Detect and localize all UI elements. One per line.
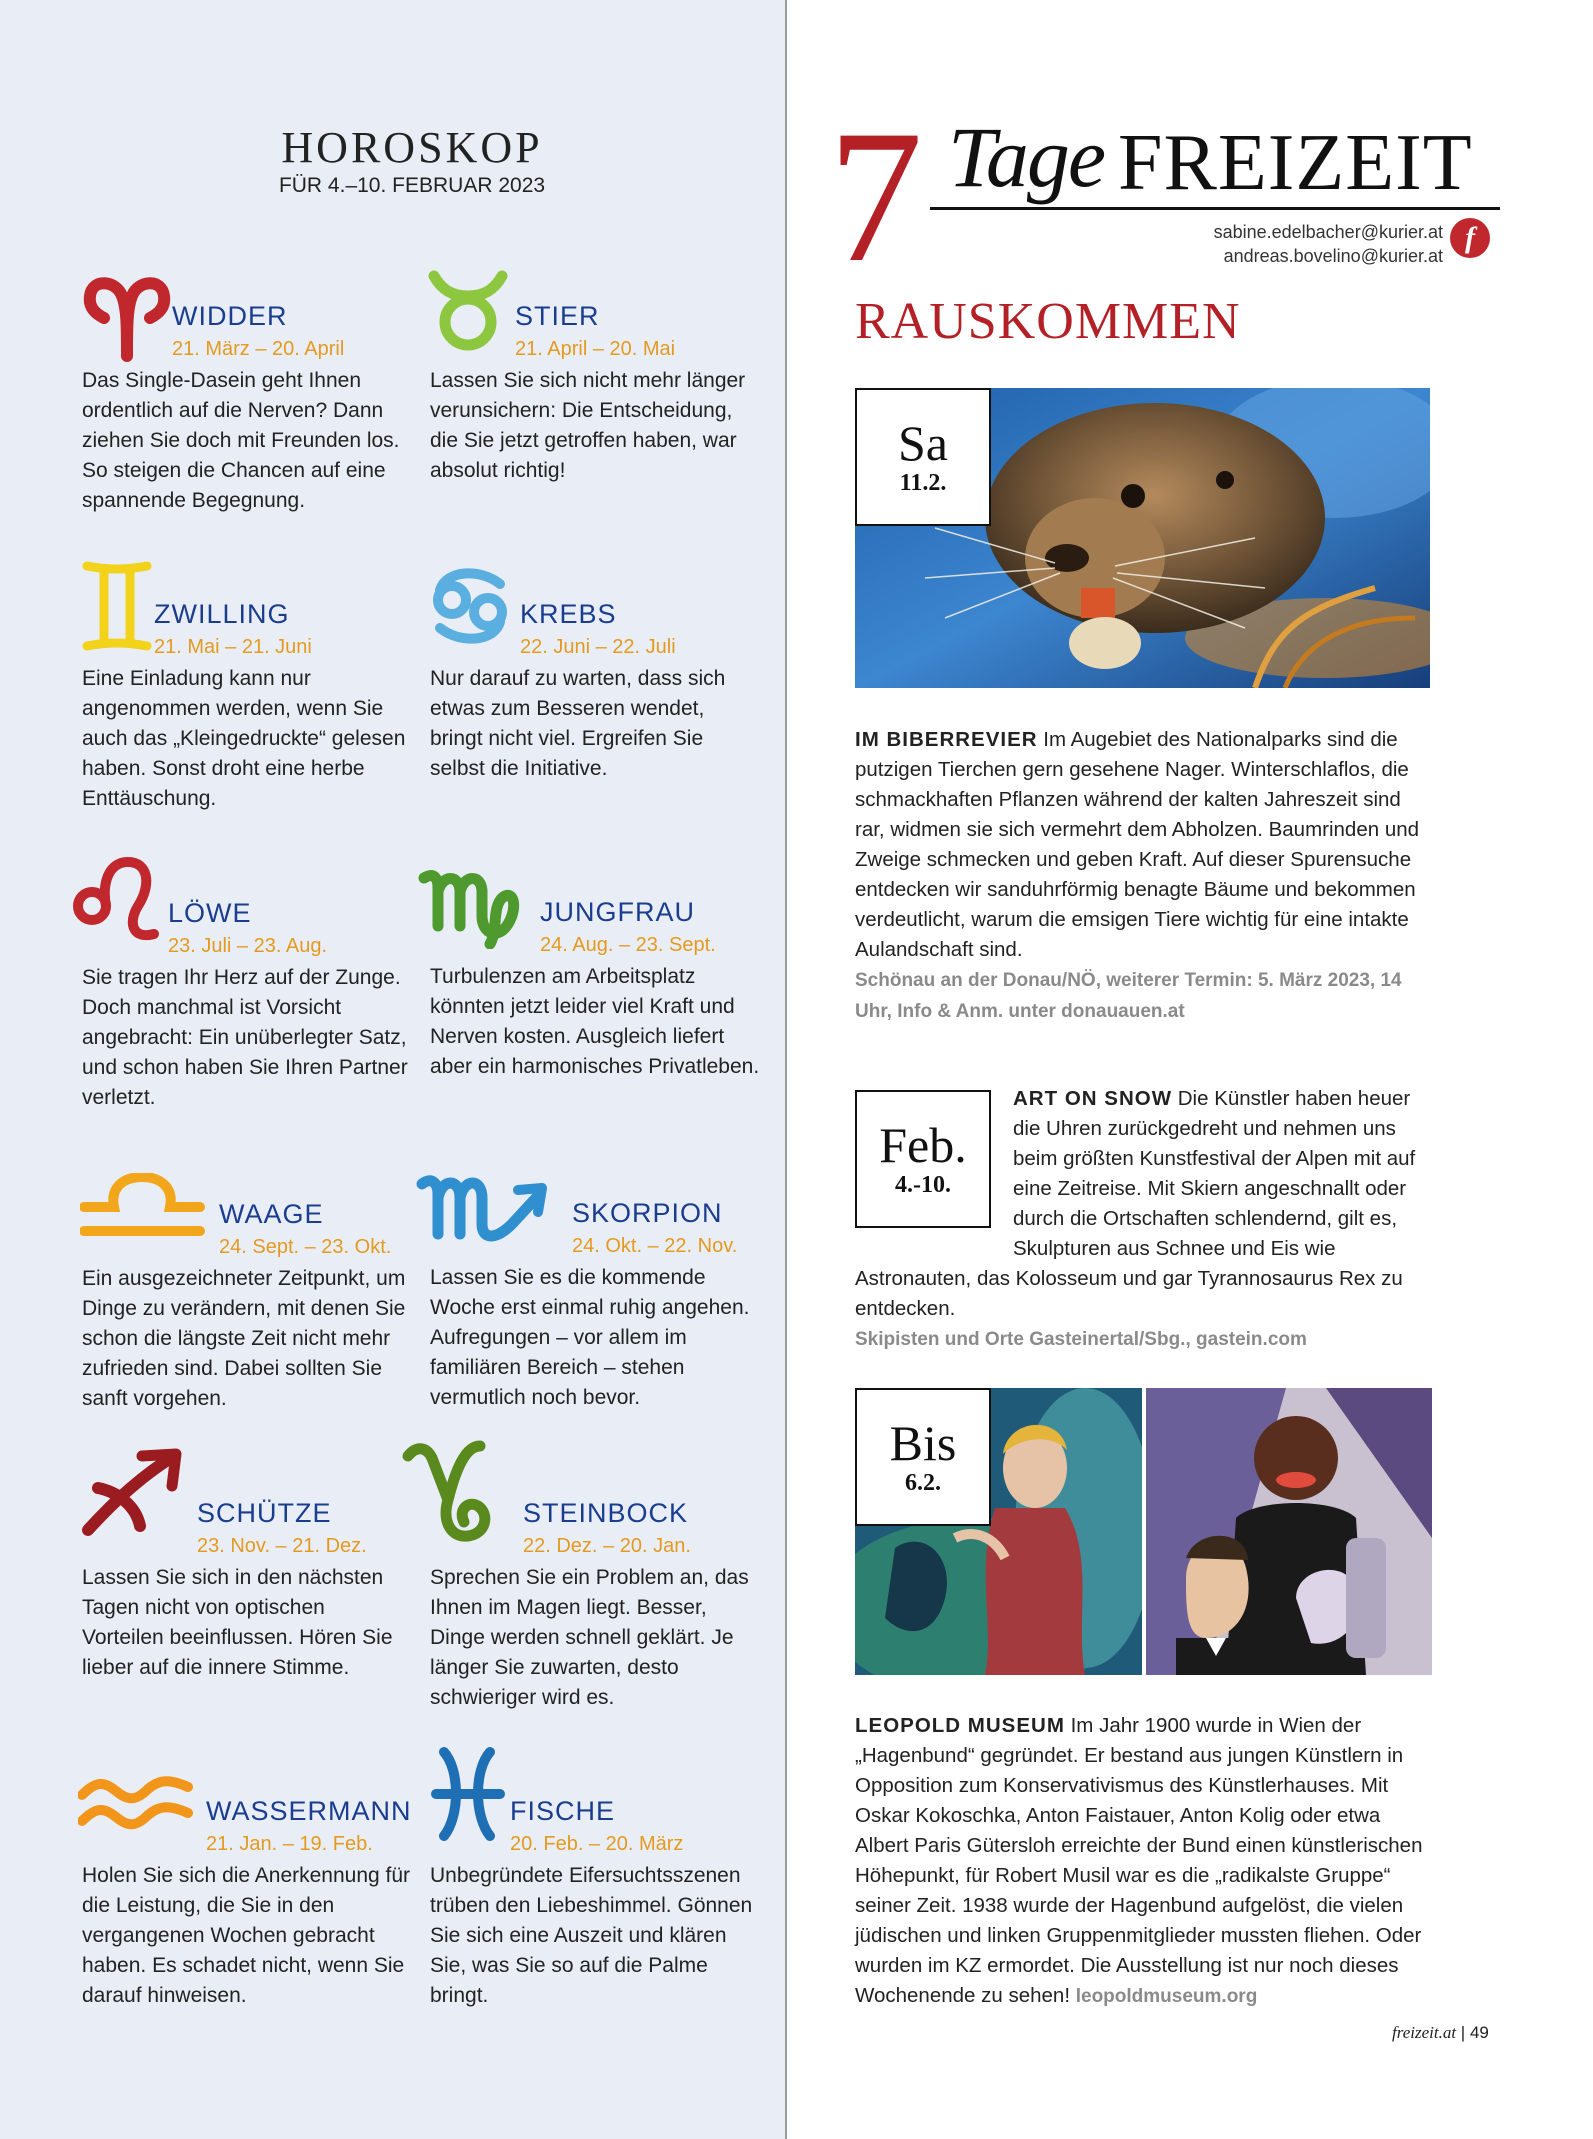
libra-icon [80,1173,205,1243]
sign-name: KREBS [520,599,617,629]
event-date-end: 6.2. [905,1470,941,1496]
text-wrap-spacer [855,1084,1013,1254]
footer-separator: | [1460,2023,1466,2042]
sign-dates: 23. Nov. – 21. Dez. [197,1535,367,1557]
section-tage: Tage [948,109,1105,205]
sign-dates: 22. Dez. – 20. Jan. [523,1535,691,1557]
event-date-month: Feb. [879,1117,967,1173]
sign-text: Eine Einladung kann nur angenommen werden, wenn Sie auch das „Kleingedruckte“ gelesen haben. Sonst droht eine herbe Enttäuschung. [82,667,406,810]
event-article-leopold-museum [855,1711,1430,2012]
sign-dates: 21. Mai – 21. Juni [154,636,312,658]
section-title: FREIZEIT [1118,119,1473,207]
event-date-number: 11.2. [899,470,947,496]
page-number: 49 [1469,2023,1489,2042]
event-date-range: 4.-10. [895,1172,951,1198]
sign-text: Das Single-Dasein geht Ihnen ordentlich auf die Nerven? Dann ziehen Sie doch mit Freunden los. So steigen die Chancen auf eine spannende Begegnung. [82,369,400,512]
sign-name: STEINBOCK [523,1498,689,1528]
event-info: Schönau an der Donau/NÖ, weiterer Termin: 5. März 2023, 14 Uhr, Info & Anm. unter donauauen.at [855,970,1402,1022]
sign-text: Sie tragen Ihr Herz auf der Zunge. Doch manchmal ist Vorsicht angebracht: Ein unüberlegter Satz, und schon haben Sie Ihren Partner verletzt. [82,966,408,1109]
sign-dates: 21. Jan. – 19. Feb. [206,1833,373,1855]
sign-name: WAAGE [219,1199,324,1229]
sign-text: Holen Sie sich die Anerkennung für die Leistung, die Sie in den vergangenen Wochen gebracht haben. Es schadet nicht, wenn Sie darauf hinweisen. [82,1864,411,2007]
event-keyword: ART ON SNOW [1013,1087,1173,1110]
footer-site[interactable]: freizeit.at [1392,2023,1457,2042]
sign-text: Turbulenzen am Arbeitsplatz könnten jetzt leider viel Kraft und Nerven kosten. Ausgleich liefert aber ein harmonisches Privatleben. [430,965,760,1078]
horoscope-title: HOROSKOP [281,123,543,172]
event-keyword: LEOPOLD MUSEUM [855,1714,1065,1737]
sign-dates: 21. März – 20. April [172,338,345,360]
scorpio-icon [416,1168,556,1248]
virgo-icon [418,864,528,949]
sign-name: WIDDER [172,301,288,331]
event-date-prefix: Bis [889,1415,957,1471]
painting-musicians-photo [1146,1388,1432,1675]
email-bovelino[interactable]: andreas.bovelino@kurier.at [1223,246,1443,266]
section-heading: RAUSKOMMEN [855,293,1241,350]
sign-dates: 24. Okt. – 22. Nov. [572,1235,738,1257]
horoscope-subtitle: FÜR 4.–10. FEBRUAR 2023 [278,174,546,197]
sign-dates: 24. Aug. – 23. Sept. [540,934,716,956]
event-info: Skipisten und Orte Gasteinertal/Sbg., gastein.com [855,1329,1307,1350]
sign-name: LÖWE [168,898,252,928]
sign-name: SKORPION [572,1198,723,1228]
capricorn-icon [402,1438,512,1548]
sign-name: WASSERMANN [206,1796,412,1826]
event-keyword: IM BIBERREVIER [855,728,1038,751]
gemini-icon [82,556,152,656]
leo-icon [72,854,162,949]
sign-name: STIER [515,301,600,331]
event-link[interactable]: leopoldmuseum.org [1075,1986,1258,2007]
event-date-box [855,1388,991,1526]
sign-text: Nur darauf zu warten, dass sich etwas zum Besseren wendet, bringt nicht viel. Ergreifen Sie selbst die Initiative. [430,667,726,780]
email-edelbacher[interactable]: sabine.edelbacher@kurier.at [1213,222,1443,242]
aquarius-icon [78,1773,193,1833]
sign-text: Lassen Sie sich in den nächsten Tagen nicht von optischen Vorteilen beeinflussen. Hören Sie lieber auf die innere Stimme. [82,1566,393,1679]
event-date-box [855,388,991,526]
pisces-icon [430,1746,505,1841]
event-article-art-on-snow [855,1084,1435,1355]
sign-name: JUNGFRAU [540,897,695,927]
taurus-icon [428,268,508,363]
sign-dates: 21. April – 20. Mai [515,338,676,360]
event-body: Die Künstler haben heuer die Uhren zurückgedreht und nehmen uns beim größten Kunstfestival der Alpen mit auf eine Zeitreise. Mit Skiern angeschnallt oder durch die Ortschaften schlendernd, gilt es, Skulpturen aus Schnee und Eis wie Astronauten, das Kolosseum und gar Tyrannosaurus Rex zu entdecken. [855,1087,1416,1320]
sign-name: SCHÜTZE [197,1498,332,1528]
event-date-day: Sa [898,415,948,471]
sign-dates: 24. Sept. – 23. Okt. [219,1236,392,1258]
sign-name: ZWILLING [154,599,290,629]
aries-icon [82,268,172,363]
sign-dates: 23. Juli – 23. Aug. [168,935,328,957]
page-footer [1392,2023,1489,2043]
sign-dates: 22. Juni – 22. Juli [520,636,676,658]
event-body: Im Jahr 1900 wurde in Wien der „Hagenbund“ gegründet. Er bestand aus jungen Künstlern in Opposition zum Konservativismus des Künstlerhauses. Mit Oskar Kokoschka, Anton Faistauer, Anton Kolig oder etwa Albert Paris Gütersloh erreichte der Bund einen künstlerischen Höhepunkt, für Robert Musil war es die „radikalste Gruppe“ seiner Zeit. 1938 wurde der Hagenbund aufgelöst, die vielen jüdischen und linken Gruppenmitglieder mussten fliehen. Oder wurden im KZ ermordet. Die Ausstellung ist nur noch dieses Wochenende zu sehen! [855,1714,1423,2007]
sagittarius-icon [78,1448,188,1538]
sign-text: Sprechen Sie ein Problem an, das Ihnen im Magen liegt. Besser, Dinge werden schnell geklärt. Je länger Sie zuwarten, desto schwieriger wird es. [430,1566,749,1709]
sign-text: Lassen Sie es die kommende Woche erst einmal ruhig angehen. Aufregungen – vor allem im familiären Bereich – stehen vermutlich noch bevor. [430,1266,750,1409]
sign-name: FISCHE [510,1796,616,1826]
sign-text: Ein ausgezeichneter Zeitpunkt, um Dinge zu verändern, mit denen Sie schon die längste Zeit nicht mehr zufrieden sind. Dabei sollten Sie sanft vorgehen. [82,1267,406,1410]
event-article-biberrevier [855,725,1430,1027]
sign-text: Lassen Sie sich nicht mehr länger verunsichern: Die Entscheidung, die Sie jetzt getroffen haben, war absolut richtig! [430,369,746,482]
sign-text: Unbegründete Eifersuchtsszenen trüben den Liebeshimmel. Gönnen Sie sich eine Auszeit und klären Sie, was Sie so auf die Palme bringt. [430,1864,753,2007]
event-body: Im Augebiet des Nationalparks sind die putzigen Tierchen gern gesehene Nager. Winterschlaflos, die schmackhaften Pflanzen während der kalten Jahreszeit sind rar, widmen sie sich vermehrt dem Abholzen. Baumrinden und Zweige schmecken und geben Kraft. Auf dieser Spurensuche entdecken wir sanduhrförmig benagte Bäume und bekommen verdeutlicht, warum die emsigen Tiere wichtig für eine intakte Aulandschaft sind. [855,728,1420,961]
freizeit-badge-icon: f [1450,218,1490,258]
sign-dates: 20. Feb. – 20. März [510,1833,684,1855]
cancer-icon [430,566,510,646]
section-number: 7 [828,92,923,302]
header-rule [930,207,1500,210]
page-divider [785,0,787,2139]
